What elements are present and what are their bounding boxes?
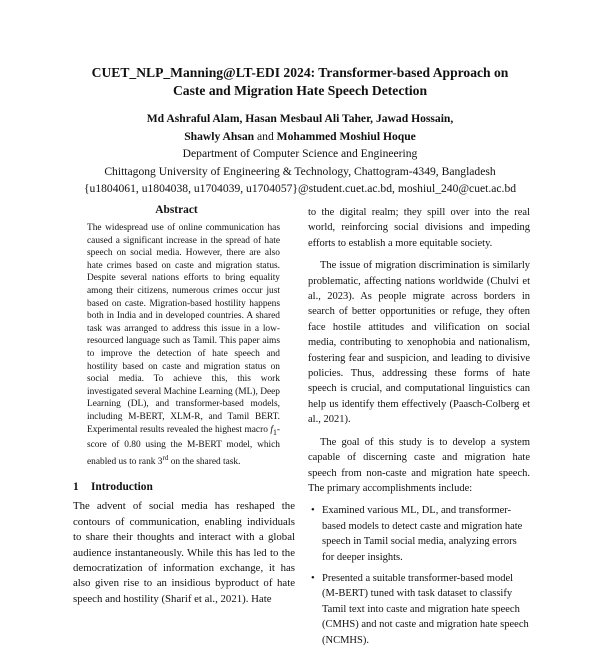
bullet-marker: •: [311, 572, 315, 584]
authors-and: and: [257, 129, 274, 143]
author-emails: {u1804061, u1804038, u1704039, u1704057}@student.cuet.ac.bd, moshiul_240@cuet.ac.bd: [83, 182, 517, 195]
introduction-heading: [73, 481, 280, 493]
university: Chittagong University of Engineering & Technology, Chattogram-4349, Bangladesh: [104, 164, 496, 178]
continued-paragraph: to the digital realm; they spill over into the real world, reinforcing social divisions and impeding efforts to establish a more equitable society.: [308, 207, 530, 249]
rank-superscript: rd: [162, 453, 169, 462]
goal-paragraph: The goal of this study is to develop a system capable of discerning caste and migration hate speech from non-caste and migration hate speech. The primary accomplishments include:: [308, 436, 530, 494]
section-number: 1: [73, 481, 79, 494]
paper-title: [40, 64, 560, 100]
author-mohammed-moshiul-hoque: Mohammed Moshiul Hoque: [276, 129, 416, 143]
author-shawly-ahsan: Shawly Ahsan: [184, 129, 255, 143]
migration-paragraph: The issue of migration discrimination is similarly problematic, affecting nations worldwide (Chulvi et al., 2023). As people migrate across borders in search of better opportunities or refuge, they often face hostile attitudes and vilification on social media, contributing to xenophobia and nationalism, fostering fear and suspicion, and leading to divisive policies. Thus, addressing these forms of hate speech is crucial, and computational linguistics can help us identify them effectively (Paasch-Colberg et al., 2021).: [308, 260, 530, 426]
bullet-marker: •: [311, 505, 315, 517]
abstract-text-2: -score of 0.80 using the M-BERT model, which enabled us to rank 3: [87, 424, 280, 467]
right-column: [308, 205, 530, 654]
contributions-list: [308, 503, 530, 648]
abstract-text-1: The widespread use of online communication has caused a significant increase in the spread of hate speech on social media. However, there are also hate crimes based on caste and migration status. Despite several nations efforts to bring equality among their citizens, numerous crimes occur just based on caste. Migration-based hostility happens both in India and in developed countries. A shared task was arranged to address this issue in a low-resourced language such as Tamil. This paper aims to improve the detection of hate speech and hostility based on caste and migration status on social media. To achieve this, this work investigated several Machine Learning (ML), Deep Learning (DL), and transformer-based models, including M-BERT, XLM-R, and Tamil BERT. Experimental results revealed the highest macro: [87, 223, 280, 435]
left-column: [73, 204, 295, 607]
section-title: Introduction: [91, 481, 153, 494]
f1-subscript: 1: [272, 427, 277, 437]
title-line-2: Caste and Migration Hate Speech Detection: [172, 83, 428, 98]
list-item: [308, 503, 530, 565]
introduction-paragraph: The advent of social media has reshaped the contours of communication, enabling individuals to share their thoughts and interact with a global audience instantaneously. While this has led to the democratization of information exchange, it has also given rise to an insidious byproduct of hate speech and hostility (Sharif et al., 2021). Hate: [73, 500, 295, 605]
list-item-text: Presented a suitable transformer-based model (M-BERT) tuned with task dataset to classify Tamil text into caste and migration hate speech (CMHS) and not caste and migration hate speech (NCMHS).: [322, 572, 529, 646]
abstract-heading: Abstract: [155, 204, 198, 216]
abstract-text-3: on the shared task.: [168, 456, 241, 467]
authors-line-1: Md Ashraful Alam, Hasan Mesbaul Ali Taher, Jawad Hossain,: [146, 112, 454, 125]
list-item: [308, 571, 530, 648]
abstract-body: [87, 222, 280, 468]
author-block: [40, 110, 560, 198]
authors-line-2: [40, 128, 560, 146]
list-item-text: Examined various ML, DL, and transformer-based models to detect caste and migration hate speech in Tamil social media, analyzing errors for deeper insights.: [322, 505, 523, 563]
title-line-1: CUET_NLP_Manning@LT-EDI 2024: Transformer-based Approach on: [91, 65, 509, 80]
department: Department of Computer Science and Engineering: [182, 147, 418, 160]
f1-symbol: f: [270, 424, 273, 435]
